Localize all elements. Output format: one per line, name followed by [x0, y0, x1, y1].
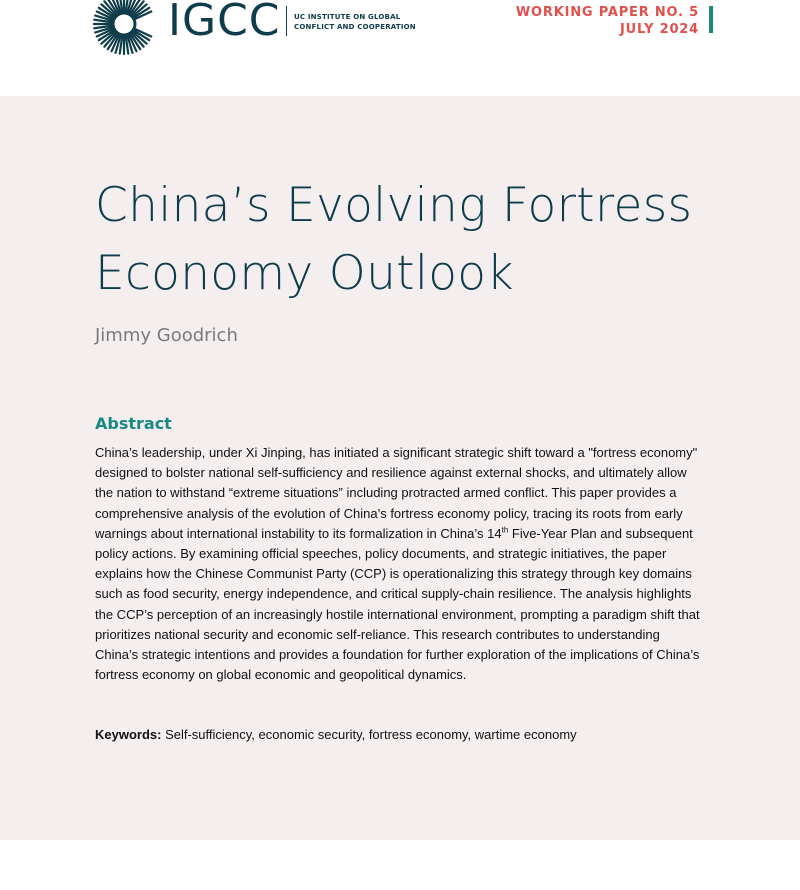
logo-subtitle: [294, 12, 416, 32]
title-line-2: Economy Outlook: [95, 246, 514, 301]
keywords: [95, 725, 705, 745]
igcc-radial-logo-icon: [92, 0, 156, 56]
keywords-label: Keywords:: [95, 727, 162, 742]
logo-subtitle-line1: UC INSTITUTE ON GLOBAL: [294, 13, 401, 21]
logo-subtitle-line2: CONFLICT AND COOPERATION: [294, 23, 416, 31]
paper-title: [95, 172, 755, 308]
ordinal-superscript: th: [501, 525, 509, 535]
author-name: Jimmy Goodrich: [95, 325, 238, 346]
abstract-heading: Abstract: [95, 414, 172, 433]
publication-date: JULY 2024: [620, 22, 699, 37]
abstract-text-part-2: Five-Year Plan and subsequent policy actions. By examining official speeches, policy documents, and strategic initiatives, the paper explains how the Chinese Communist Party (CCP) is operationalizing this strategy through key domains such as food security, energy independence, and critical supply-chain resilience. The analysis highlights the CCP’s perception of an increasingly hostile international environment, prompting a paradigm shift that prioritizes national security and economic self-reliance. This research contributes to understanding China’s strategic intentions and provides a foundation for further exploration of the implications of China’s fortress economy on global economic and geopolitical dynamics.: [95, 525, 700, 683]
accent-bar: [709, 6, 713, 33]
keywords-list: Self-sufficiency, economic security, fortress economy, wartime economy: [161, 727, 577, 742]
abstract-text-part-1: China’s leadership, under Xi Jinping, has initiated a significant strategic shift toward a "fortress economy" designed to bolster national self-sufficiency and resilience against external shocks, and ultimately allow the nation to withstand “extreme situations” including protracted armed conflict. This paper provides a comprehensive analysis of the evolution of China’s fortress economy policy, tracing its roots from early warnings about international instability to its formalization in China’s 14: [95, 445, 698, 541]
page-header: [0, 0, 800, 96]
abstract-body: [95, 443, 705, 685]
working-paper-number: WORKING PAPER NO. 5: [515, 5, 699, 20]
title-line-1: China’s Evolving Fortress: [95, 178, 693, 233]
logo-divider: [286, 6, 287, 36]
logo-wordmark: IGCC: [168, 0, 281, 46]
working-paper-label: [516, 4, 699, 38]
